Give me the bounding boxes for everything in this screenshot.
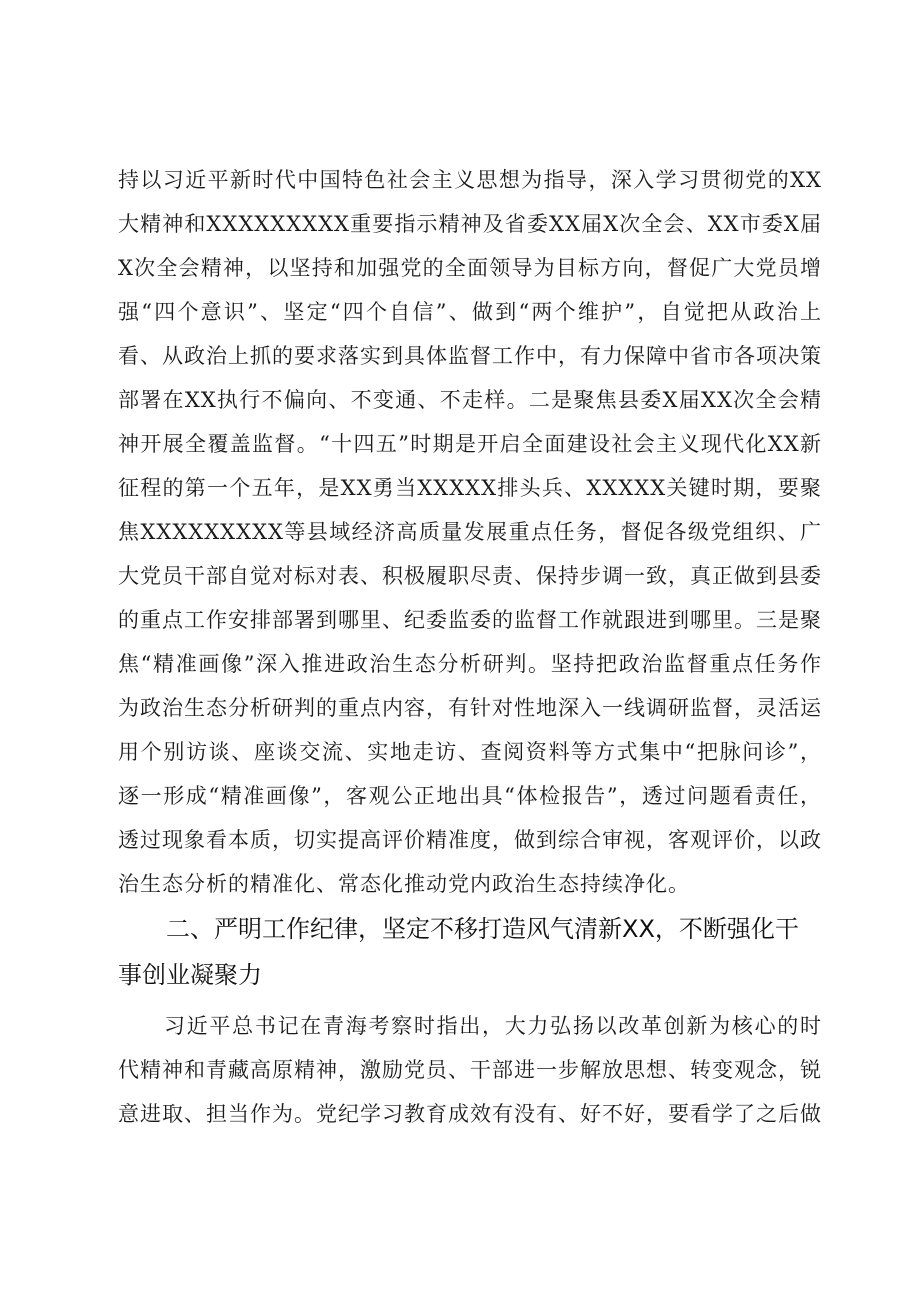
section-heading-2: 二、严明工作纪律，坚定不移打造风气清新XX，不断强化干事创业凝聚力	[118, 915, 799, 989]
body-paragraph-2: 习近平总书记在青海考察时指出，大力弘扬以改革创新为核心的时代精神和青藏高原精神，激励党员、干部进一步解放思想、转变观念，锐意进取、担当作为。党纪学习教育成效有没有、好不好，要看学了之后做	[118, 1014, 822, 1126]
body-paragraph-continued: 持以习近平新时代中国特色社会主义思想为指导，深入学习贯彻党的XX大精神和XXXXXXXXX重要指示精神及省委XX届X次全会、XX市委X届X次全会精神，以坚持和加强党的全面领导为目标方向，督促广大党员增强“四个意识”、坚定“四个自信”、做到“两个维护”，自觉把从政治上看、从政治上抓的要求落实到具体监督工作中，有力保障中省市各项决策部署在XX执行不偏向、不变通、不走样。二是聚焦县委X届XX次全会精神开展全覆盖监督。“十四五”时期是开启全面建设社会主义现代化XX新征程的第一个五年，是XX勇当XXXXX排头兵、XXXXX关键时期，要聚焦XXXXXXXXX等县域经济高质量发展重点任务，督促各级党组织、广大党员干部自觉对标对表、积极履职尽责、保持步调一致，真正做到县委的重点工作安排部署到哪里、纪委监委的监督工作就跟进到哪里。三是聚焦“精准画像”深入推进政治生态分析研判。坚持把政治监督重点任务作为政治生态分析研判的重点内容，有针对性地深入一线调研监督，灵活运用个别访谈、座谈交流、实地走访、查阅资料等方式集中“把脉问诊”，逐一形成“精准画像”，客观公正地出具“体检报告”，透过问题看责任，透过现象看本质，切实提高评价精准度，做到综合审视，客观评价，以政治生态分析的精准化、常态化推动党内政治生态持续净化。	[118, 168, 822, 896]
